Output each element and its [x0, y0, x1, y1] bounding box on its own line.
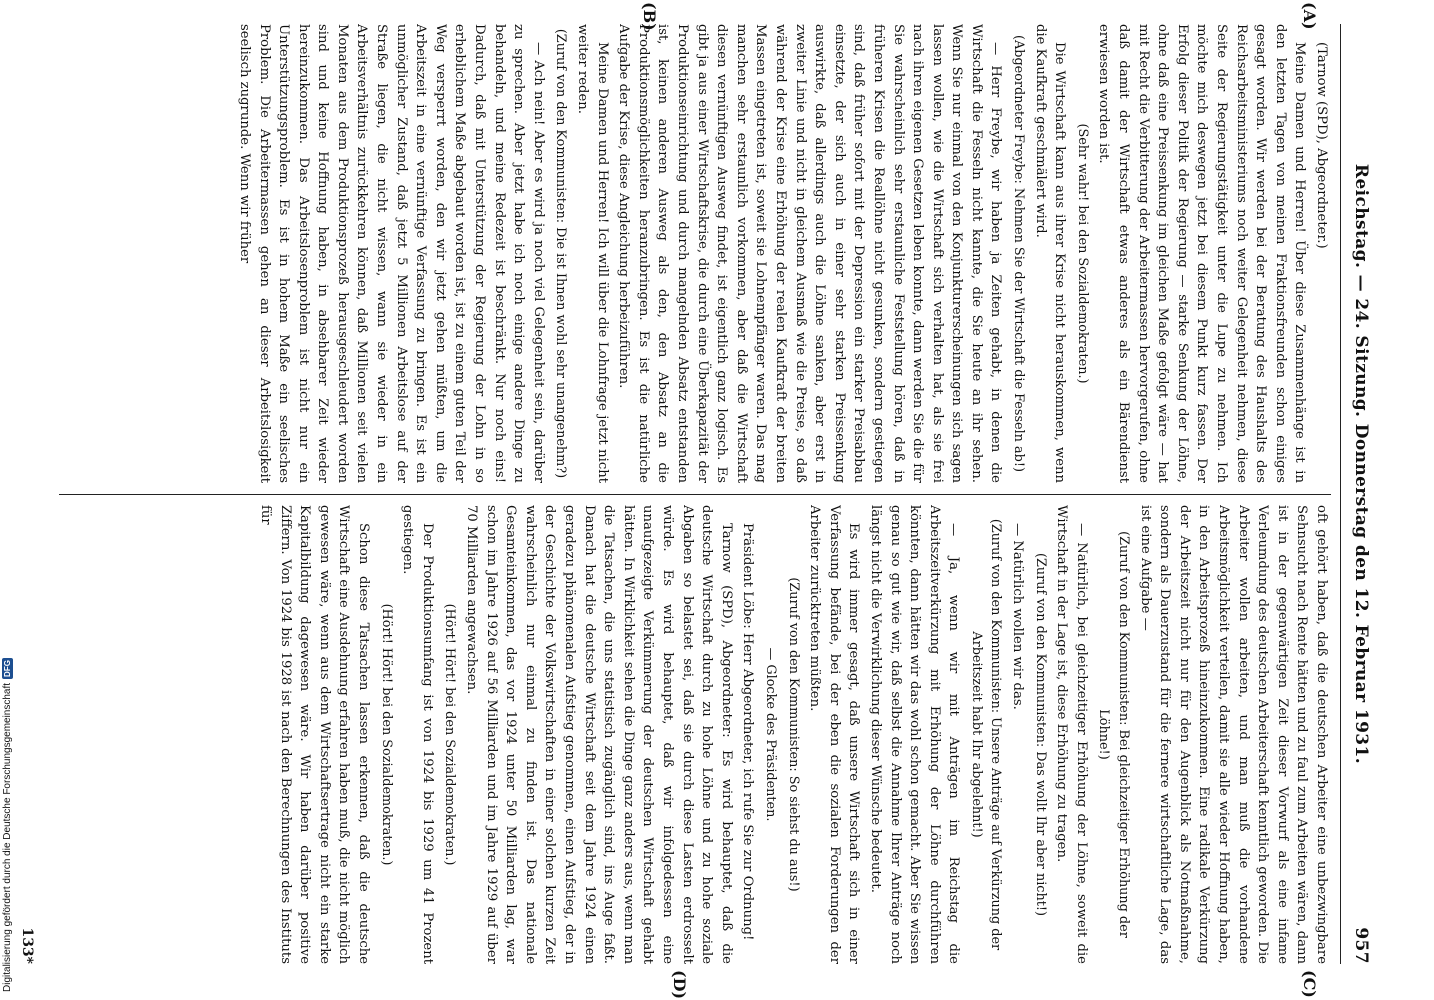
paragraph: — Natürlich wollen wir das. [1010, 523, 1026, 710]
paragraph: — Herr Freybe, wir haben ja Zeiten gehabt, in denen die Wirtschaft die Fesseln nicht kannte, die Sie heute an ihr sehen. Wenn Sie nur einmal von den Konjunkturerscheinungen sich sagen lassen wollen, wie die Wirtschaft sich verhalten hat, als sie frei nach ihren eigenen Gesetzen leben konnte, dann werden Sie die für Sie wahrscheinlich sehr erstaunliche Feststellung hören, daß in früheren Krisen die Reallöhne nicht gesunken, sondern gestiegen sind, daß früher sofort mit der Depression ein starker Preisabbau einsetzte, der sich auch in einer sehr starken Preissenkung auswirkte, daß allerdings auch die Löhne sanken, aber erst in zweiter Linie und nicht in gleichem Ausmaß wie die Preise, so daß während der Krise eine Erhöhung der realen Kaufkraft der breiten Massen eingetreten ist, soweit sie Lohnempfänger waren. Das mag manchen sehr erstaunlich vorkommen, aber daß die Wirtschaft diesen vernünftigen Ausweg findet, ist eigentlich ganz logisch. Es gibt ja aus einer Wirtschaftskrise, die durch eine Überkapazität der Produktionseinrichtung und durch mangelnden Absatz entstanden ist, keinen anderen Ausweg als den, den Absatz an die Produktionsmöglichkeiten heranzubringen. Es ist die natürliche Aufgabe der Krise, diese Angleichung herbeizuführen. [616, 24, 1004, 483]
paragraph: — Ja, wenn wir mit Anträgen im Reichstag die Arbeitszeitverkürzung mit Erhöhung der Löhne durchführen könnten, dann hätten wir das wohl schon gemacht. Aber Sie wissen genau so gut wie wir, daß selbst die Annahme Ihrer Anträge noch längst nicht die Verwirklichung dieser Wünsche bedeutet. [867, 505, 962, 964]
interjection: (Zuruf von den Kommunisten: Das wollt Ihr aber nicht!) [1032, 553, 1048, 916]
interjection: (Hört! Hört! bei den Sozialdemokraten.) [378, 603, 394, 866]
credit-text: Digitalisierung gefördert durch die Deutsche Forschungsgemeinschaft [2, 682, 13, 992]
paragraph: Schon diese Tatsachen lassen erkennen, daß die deutsche Wirtschaft eine Ausdehnung erfahren haben muß, die nicht möglich gewesen wäre, wenn aus dem Wirtschaftsertrage nicht ein starke Kapitalbildung dagewesen wäre. Wir haben darüber positive Ziffern. Von 1924 bis 1928 ist nach den Berechnungen des Instituts für [258, 505, 372, 964]
digitization-credit [2, 658, 13, 992]
paragraph: (Tarnow (SPD), Abgeordneter.) [1314, 42, 1329, 249]
interjection: — Glocke des Präsidenten. [762, 647, 778, 822]
interjection: (Zuruf von den Kommunisten: Unsere Anträge auf Verkürzung der Arbeitszeit habt Ihr abgelehnt!) [968, 518, 1004, 951]
paragraph: oft gehört haben, daß die deutschen Arbeiter eine unbezwingbare Sehnsucht nach Rente hätten und zu faul zum Arbeiten wären, dann ist in der gegenwärtigen Zeit dieser Vorwurf als eine infame Verleumdung des deutschen Arbeiterschaft kenntlich geworden. Die Arbeiter wollen arbeiten, und man muß die vorhandene Arbeitsmöglichkeit verteilen, damit sie alle wieder Hoffnung haben, in den Arbeitsprozeß hineinzukommen. Eine radikale Verkürzung der Arbeitszeit nicht nur für den Augenblick als Notmaßnahme, sondern als Dauerzustand für die fernere wirtschaftliche Lage, das ist eine Aufgabe — [1137, 505, 1329, 964]
interjection: (Zuruf von den Kommunisten: Bei gleichzeitiger Erhöhung der Löhne!) [1096, 531, 1132, 938]
page-header [1343, 24, 1379, 964]
paragraph: — Ach nein! Aber es wird ja noch viel Gelegenheit sein, darüber zu sprechen. Aber jetzt habe ich noch einige andere Dinge zu behandeln, und meine Redezeit ist beschränkt. Nur noch eins! Dadurch, daß mit Unterstützung der Regierung der Lohn in so erheblichem Maße abgebaut worden ist, ist zu einem guten Teil der Weg versperrt worden, den wir jetzt gehen müßten, um die Arbeitszeit in eine vernünftige Verfassung zu bringen. Es ist ein unmöglicher Zustand, daß jetzt 5 Millionen Arbeitslose auf der Straße liegen, die nicht wissen, wann sie wieder in ein Arbeitsverhältnis zurückkehren können, daß Millionen seit vielen Monaten aus dem Produktionsprozeß herausgeschleudert worden sind und keine Hoffnung haben, in absehbarer Zeit wieder hereinzukommen. Das Arbeitslosenproblem ist nicht nur ein Unterstützungsproblem. Es ist in hohem Maße ein seelisches Problem. Die Arbeitermassen gehen an dieser Arbeitslosigkeit seelisch zugrunde. Wenn wir früher [236, 24, 546, 483]
interjection: (Zuruf von den Kommunisten: Die ist Ihnen wohl sehr unangenehm?) [553, 28, 569, 479]
signature-mark: 133* [19, 927, 35, 964]
paragraph: Die Wirtschaft kann aus ihrer Krise nicht herauskommen, wenn die Kaufkraft geschmälert wird. [1032, 24, 1068, 483]
paragraph: Es wird immer gesagt, daß unsere Wirtschaft sich in einer Verfassung befände, bei der eben die sozialen Forderungen der Arbeiter zurücktreten müßten. [807, 505, 862, 964]
interjection: (Abgeordneter Freybe: Nehmen Sie der Wirtschaft die Fesseln ab!) [1011, 35, 1027, 472]
margin-letter-d: (D) [670, 970, 689, 1000]
dfg-logo: DFG [3, 660, 12, 677]
margin-letter-c: (C) [1300, 970, 1319, 998]
margin-letter-a: (A) [1300, 2, 1319, 30]
interjection: (Zuruf von den Kommunisten: So siehst du aus!) [785, 577, 801, 892]
header-rule [1340, 24, 1341, 964]
paragraph: Der Produktionsumfang ist von 1924 bis 1929 um 41 Prozent gestiegen. [400, 505, 435, 964]
left-column [59, 24, 1331, 483]
interjection: (Sehr wahr! bei den Sozialdemokraten.) [1074, 123, 1090, 384]
page-number: 957 [1351, 927, 1371, 964]
paragraph: Meine Damen und Herren! Ich will über die Lohnfrage jetzt nicht weiter reden. [575, 24, 610, 483]
page-content [19, 2, 1379, 1000]
margin-letter-b: (B) [640, 2, 659, 31]
page-title: Reichstag. — 24. Sitzung. Donnerstag den 12. Februar 1931. [1351, 163, 1371, 765]
paragraph: — Natürlich, bei gleichzeitiger Erhöhung der Löhne, soweit die Wirtschaft in der Lage ist, diese Erhöhung zu tragen. [1054, 505, 1089, 964]
paragraph: Tarnow (SPD), Abgeordneter: Es wird behauptet, daß die deutsche Wirtschaft durch zu hohe Löhne und zu hohe soziale Abgaben so belastet sei, daß sie durch diese Lasten erdrosselt würde. Es wird behauptet, daß wir infolgedessen eine unaufgezeigte Verkümmerung der deutschen Wirtschaft gehabt hätten. In Wirklichkeit sehen die Dinge ganz anders aus, wenn man die Tatsachen, die uns statistisch zugänglich sind, ins Auge faßt. Danach hat die deutsche Wirtschaft seit dem Jahre 1924 einen geradezu phänomenalen Aufstieg genommen, einen Aufstieg, der in der Geschichte der Volkswirtschaften in einer solchen kurzen Zeit wahrscheinlich nur einmal zu finden ist. Das nationale Gesamteinkommen, das vor 1924 unter 50 Milliarden lag, war schon im Jahre 1926 auf 56 Milliarden und im Jahre 1929 auf über 70 Milliarden angewachsen. [464, 505, 734, 964]
interjection: (Hört! Hört! bei den Sozialdemokraten.) [442, 603, 458, 866]
paragraph: Präsident Löbe: Herr Abgeordneter, ich rufe Sie zur Ordnung! [740, 523, 756, 941]
column-divider [59, 494, 1331, 495]
right-column [59, 505, 1331, 964]
paragraph: Meine Damen und Herren! Über diese Zusammenhänge ist in den letzten Tagen von meinen Fraktionsfreunden schon einiges gesagt worden. Wir werden bei der Beratung des Haushalts des Reichsarbeitsministeriums noch weiter Gelegenheit nehmen, diese Seite der Regierungstätigkeit unter die Lupe zu nehmen. Ich möchte mich deswegen jetzt bei diesem Punkt kurz fassen. Der Erfolg dieser Politik der Regierung — starke Senkung der Löhne, ohne daß eine Preissenkung im gleichen Maße gefolgt wäre — hat mit Recht die Verbitterung der Arbeitermassen hervorgerufen, ohne daß damit der Wirtschaft etwas anderes als ein Bärendienst erwiesen worden ist. [1096, 24, 1308, 483]
